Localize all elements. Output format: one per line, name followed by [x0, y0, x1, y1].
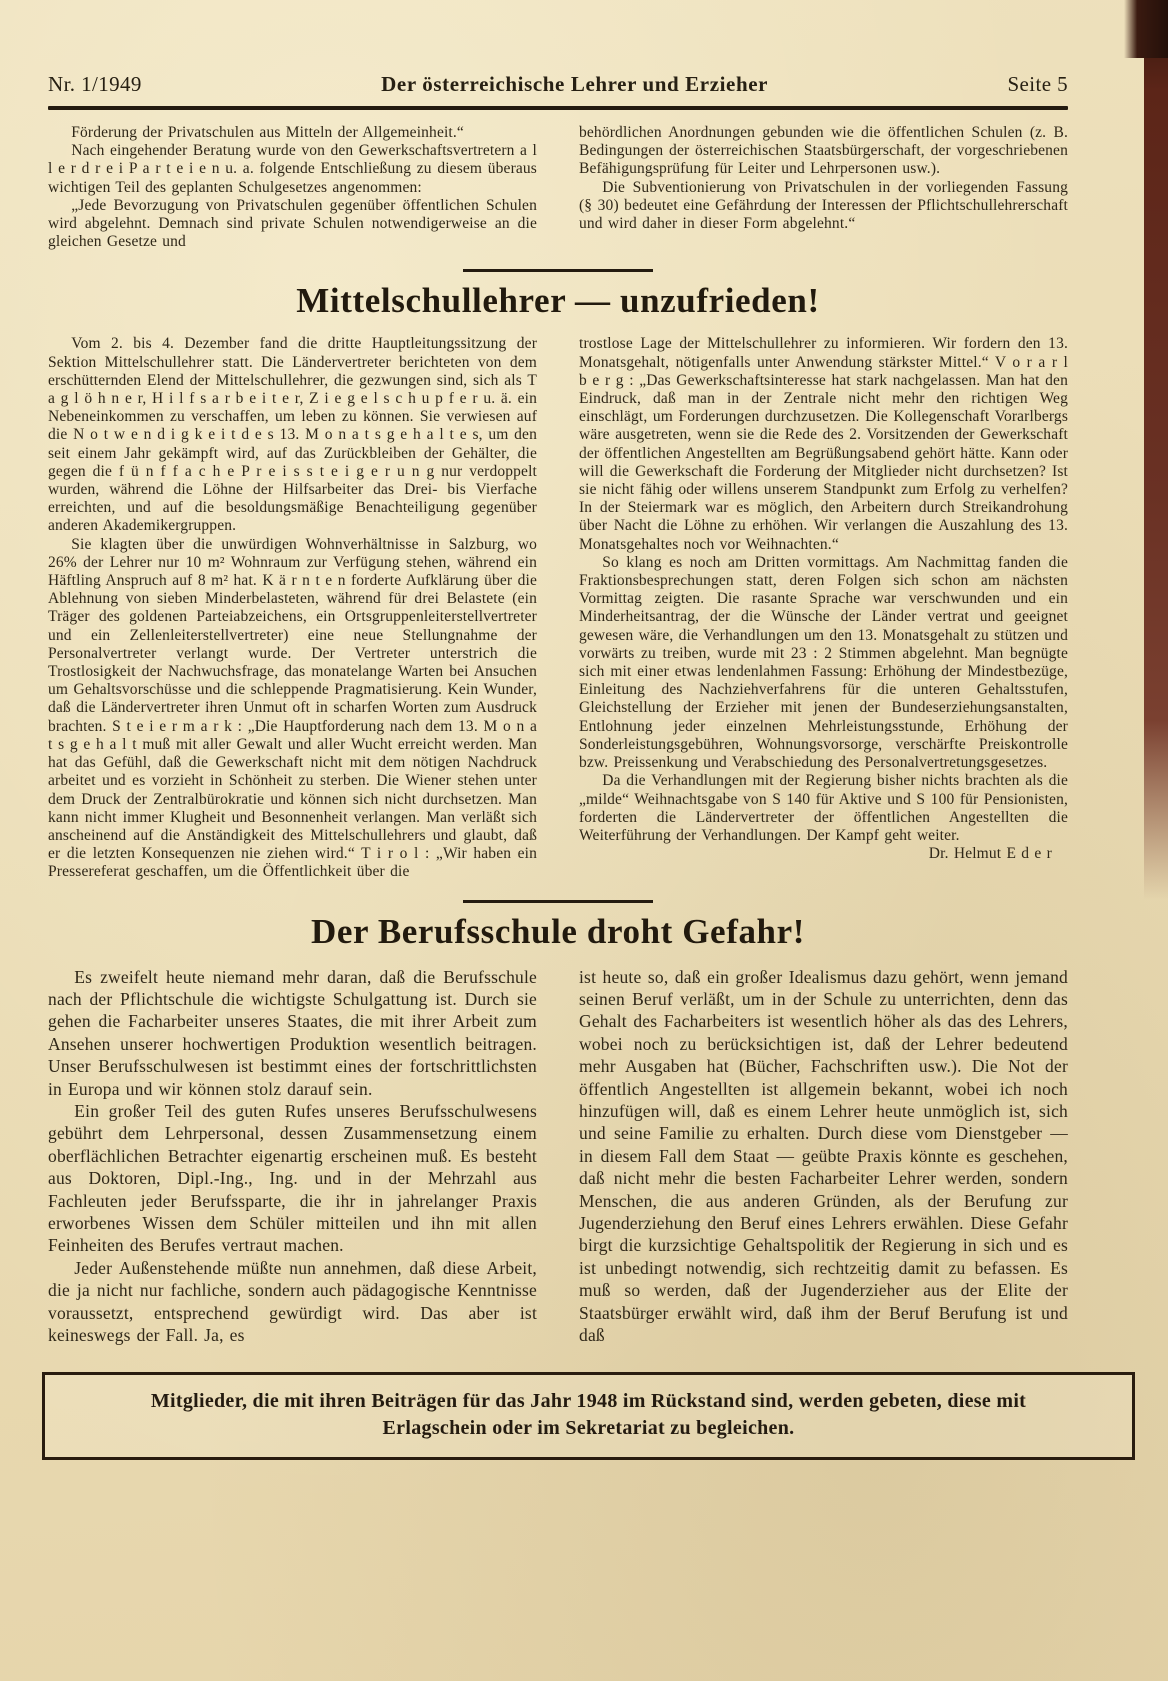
body-paragraph: Es zweifelt heute niemand mehr daran, daß die Berufsschule nach der Pflichtschule die wichtigste Schulgattung ist. Durch sie gehen die Facharbeiter unseres Staates, die mit ihrer Arbeit zum Ansehen unserer hochwertigen Produktion wesentlich beitragen. Unser Berufsschulwesen ist bestimmt eines der fortschrittlichsten in Europa und wir können stolz darauf sein. [48, 966, 537, 1099]
body-paragraph: Förderung der Privatschulen aus Mitteln der Allgemeinheit.“ [71, 124, 464, 141]
lead-article-continuation [48, 124, 1068, 251]
body-paragraph: So klang es noch am Dritten vormittags. Am Nachmittag fanden die Fraktionsbesprechungen statt, deren Folgen sich schon am nächsten Vormittag zeigten. Die rasante Sprache war verschwunden und ein Minderheitsantrag, der die Wünsche der Länder vertrat und geeignet gewesen wäre, die Verhandlungen um den 13. Monatsgehalt zu stützen und vorwärts zu treiben, wurde mit 23 : 2 Stimmen abgelehnt. Man begnügte sich mit einer etwas lendenlahmen Fassung: Erhöhung der Mindestbezüge, Einleitung des Nachziehverfahrens für die unteren Gehaltsstufen, Gleichstellung der Erzieher mit jenen der Bundeserziehungsanstalten, Entlohnung jeder einzelnen Mehrleistungsstunde, Erhöhung der Sonderleistungsgebühren, Wohnungsvorsorge, verschärfte Preiskontrolle bzw. Preissenkung und Verabschiedung des Personalvertretungsgesetzes. [579, 553, 1068, 772]
body-paragraph: Vom 2. bis 4. Dezember fand die dritte Hauptleitungssitzung der Sektion Mittelschullehrer statt. Die Ländervertreter berichteten von dem erschütternden Elend der Mittelschullehrer, die gezwungen sind, sich als T a g l ö h n e r, H i l f s a r b e i t e r, Z i e g e l s c h u p f e r u. ä. ein Nebeneinkommen zu verschaffen, um leben zu können. Sie verwiesen auf die N o t w e n d i g k e i t d e s 13. M o n a t s g e h a l t e s, um den seit einem Jahr gekämpft wird, auf das Zurückbleiben der Gehälter, die gegen die f ü n f f a c h e P r e i s s t e i g e r u n g nur verdoppelt wurden, während die Löhne der Hilfsarbeiter das Drei- bis Vierfache erreichten, und auf die besoldungsmäßige Benachteiligung gegenüber anderen Akademikergruppen. [48, 335, 537, 535]
article1-right-column [579, 335, 1068, 881]
body-paragraph: Nach eingehender Beratung wurde von den Gewerkschaftsvertretern a l l e r d r e i P a r t e i e n u. a. folgende Entschließung zu diesem überaus wichtigen Teil des geplanten Schulgesetzes angenommen: [48, 142, 537, 196]
page-header [48, 72, 1068, 96]
section-divider-rule [463, 900, 653, 903]
lead-right-column [579, 124, 1068, 251]
notice-container [0, 1372, 1168, 1460]
article1-left-column [48, 335, 537, 881]
article-headline-berufsschule: Der Berufsschule droht Gefahr! [310, 911, 806, 951]
page-number: Seite 5 [1007, 72, 1068, 96]
membership-notice-text: Mitglieder, die mit ihren Beiträgen für das Jahr 1948 im Rückstand sind, werden gebeten, diese mit Erlagschein oder im Sekretariat zu begleichen. [150, 1390, 1027, 1440]
body-paragraph: Die Subventionierung von Privatschulen in der vorliegenden Fassung (§ 30) bedeutet eine Gefährdung der Interessen der Pflichtschullehrerschaft und wird daher in dieser Form abgelehnt.“ [579, 178, 1068, 233]
body-paragraph: Ein großer Teil des guten Rufes unseres Berufsschulwesens gebührt dem Lehrpersonal, dessen Zusammensetzung einem oberflächlichen Betrachter eigenartig erscheinen muß. Es besteht aus Doktoren, Dipl.-Ing., Ing. und in der Mehrzahl aus Fachleuten jeder Berufssparte, die ihr in jahrelanger Praxis erworbenes Wissen dem Schüler mitteilen und ihn mit allen Feinheiten des Berufes vertraut machen. [48, 1100, 537, 1256]
article2-right-column [579, 966, 1068, 1347]
lead-left-column [48, 124, 537, 251]
body-paragraph: trostlose Lage der Mittelschullehrer zu informieren. Wir fordern den 13. Monatsgehalt, nötigenfalls unter Anwendung stärkster Mittel.“ V o r a r l b e r g : „Das Gewerkschaftsinteresse hat stark nachgelassen. Man hat den Eindruck, daß man in der Zentrale nicht mehr den richtigen Weg einschlägt, um Forderungen durchzusetzen. Die Kollegenschaft Vorarlbergs wäre ausgetreten, wenn sie die Rede des 2. Vorsitzenden der Gewerkschaft der öffentlichen Angestellten am Begrüßungsabend gehört hätte. Kann oder will die Gewerkschaft die Forderung der Mitglieder nicht durchsetzen? Ist sie nicht fähig oder willens unserem Standpunkt zum Erfolg zu verhelfen? In der Steiermark war es möglich, den Arbeitern durch Streikandrohung über Nacht die Löhne zu erhöhen. Wir verlangen die Auszahlung des 13. Monatsgehaltes noch vor Weihnachten.“ [579, 335, 1068, 553]
membership-notice-box [42, 1372, 1135, 1460]
header-rule [48, 106, 1068, 110]
article2-left-column [48, 966, 537, 1347]
issue-number: Nr. 1/1949 [48, 72, 142, 96]
body-paragraph: Jeder Außenstehende müßte nun annehmen, daß diese Arbeit, die ja nicht nur fachliche, sondern auch pädagogische Kenntnisse voraussetzt, entsprechend gewürdigt wird. Das aber ist keineswegs der Fall. Ja, es [48, 1257, 537, 1346]
section-divider-rule [463, 269, 653, 272]
article-mittelschullehrer [48, 335, 1068, 881]
article-berufsschule [48, 966, 1068, 1347]
body-paragraph: behördlichen Anordnungen gebunden wie die öffentlichen Schulen (z. B. Bedingungen der österreichischen Staatsbürgerschaft, der vorgeschriebenen Befähigungsprüfung für Leiter und Lehrpersonen usw.). [579, 124, 1068, 178]
body-paragraph: „Jede Bevorzugung von Privatschulen gegenüber öffentlichen Schulen wird abgelehnt. Demnach sind private Schulen notwendigerweise an die gleichen Gesetze und [48, 196, 537, 251]
article-headline-mittelschullehrer: Mittelschullehrer — unzufrieden! [296, 281, 820, 321]
scan-edge-corner [1124, 0, 1168, 58]
journal-title: Der österreichische Lehrer und Erzieher [381, 72, 769, 96]
body-paragraph: ist heute so, daß ein großer Idealismus dazu gehört, wenn jemand seinen Beruf verläßt, um in der Schule zu unterrichten, denn das Gehalt des Facharbeiters ist wesentlich höher als das des Lehrers, wobei noch zu berücksichtigen ist, daß der Lehrer bedeutend mehr Ausgaben hat (Bücher, Fachschriften usw.). Die Not der öffentlich Angestellten ist allgemein bekannt, wobei ich noch hinzufügen will, daß es einem Lehrer heute unmöglich ist, sich und seine Familie zu erhalten. Durch diese vom Dienstgeber — in diesem Fall dem Staat — geübte Praxis könnte es geschehen, daß nicht mehr die besten Facharbeiter Lehrer werden, sondern Menschen, die aus anderen Gründen, als der Berufung zur Jugenderziehung den Beruf eines Lehrers erwählen. Diese Gefahr birgt die kurzsichtige Gehaltspolitik der Regierung in sich und es ist unbedingt notwendig, sich rechtzeitig damit zu befassen. Es muß so werden, daß der Jugenderzieher aus der Elite der Staatsbürger erwählt wird, daß ihm der Beruf Berufung ist und daß [579, 966, 1068, 1346]
body-paragraph: Sie klagten über die unwürdigen Wohnverhältnisse in Salzburg, wo 26% der Lehrer nur 10 m² Wohnraum zur Verfügung stehen, während ein Häftling Anspruch auf 8 m² hat. K ä r n t e n forderte Aufklärung über die Ablehnung von sieben Minderbelasteten, während für drei Belastete (ein Träger des goldenen Parteiabzeichens, ein Ortsgruppenleiterstellvertreter und ein Zellenleiterstellvertreter) eine neue Stellungnahme der Personalvertreter verlangt wurde. Der Vertreter unterstrich die Trostlosigkeit der Nachwuchsfrage, das monatelange Warten bei Ansuchen um Gehaltsvorschüsse und die schleppende Pragmatisierung. Kein Wunder, daß die Ländervertreter ihren Unmut oft in scharfen Worten zum Ausdruck brachten. S t e i e r m a r k : „Die Hauptforderung nach dem 13. M o n a t s g e h a l t muß mit aller Gewalt und aller Wucht erreicht werden. Man hat das Gefühl, daß die Gewerkschaft nicht mit dem nötigen Nachdruck arbeitet und es vorzieht in Schönheit zu sterben. Die Wiener stehen unter dem Druck der Zentralbürokratie und können sich nicht durchsetzen. Man kann nicht immer Klugheit und Besonnenheit verlangen. Man verläßt sich anscheinend auf die Anständigkeit des Mittelschullehrers und glaubt, daß er die letzten Konsequenzen nie ziehen wird.“ T i r o l : „Wir haben ein Pressereferat geschaffen, um die Öffentlichkeit über die [48, 535, 537, 881]
scan-edge-artifact [1144, 0, 1168, 900]
author-signature: Dr. Helmut E d e r [928, 845, 1052, 863]
body-paragraph: Da die Verhandlungen mit der Regierung bisher nichts brachten als die „milde“ Weihnachtsgabe von S 140 für Aktive und S 100 für Pensionisten, forderten die Ländervertreter der öffentlichen Angestellten die Weiterführung der Verhandlungen. Der Kampf geht weiter. [579, 772, 1068, 844]
